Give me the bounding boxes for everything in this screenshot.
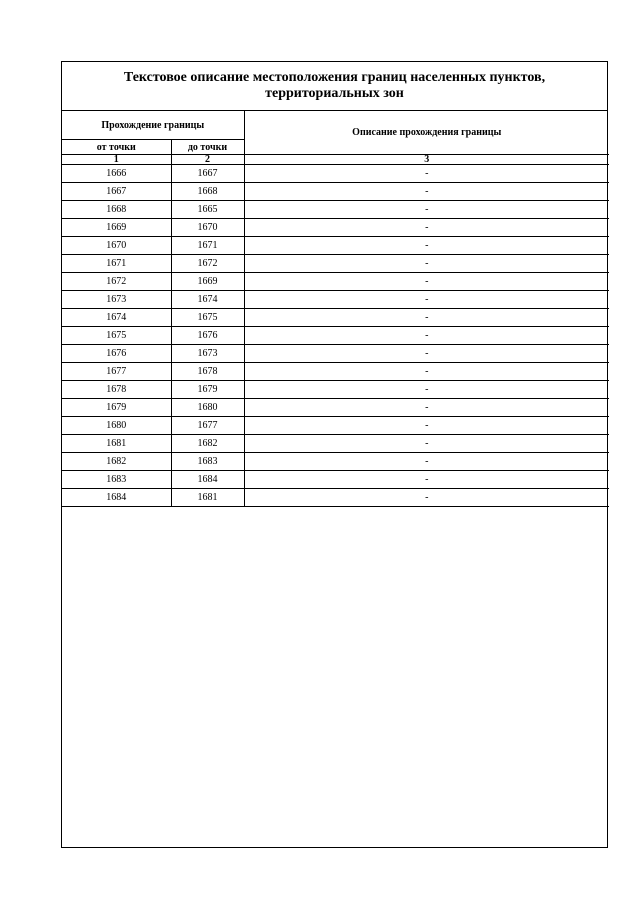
title-line-1: Текстовое описание местоположения границ населенных пунктов,: [123, 70, 546, 85]
table-row: [62, 435, 609, 453]
cell-to-point: 1672: [171, 255, 244, 273]
cell-to-point: 1680: [171, 399, 244, 417]
cell-to-point: 1668: [171, 183, 244, 201]
cell-to-point: 1673: [171, 345, 244, 363]
table-row: [62, 255, 609, 273]
cell-description: -: [244, 417, 609, 435]
cell-from-point: 1679: [62, 399, 171, 417]
table-row: [62, 417, 609, 435]
cell-description: -: [244, 309, 609, 327]
cell-to-point: 1665: [171, 201, 244, 219]
table-row: [62, 489, 609, 507]
cell-from-point: 1666: [62, 165, 171, 183]
cell-description: -: [244, 327, 609, 345]
cell-description: -: [244, 381, 609, 399]
document-frame: [61, 61, 608, 848]
table-row: [62, 219, 609, 237]
cell-description: -: [244, 183, 609, 201]
table-row: [62, 291, 609, 309]
cell-description: -: [244, 435, 609, 453]
cell-from-point: 1669: [62, 219, 171, 237]
cell-from-point: 1682: [62, 453, 171, 471]
column-number-1: 1: [62, 155, 171, 165]
cell-to-point: 1684: [171, 471, 244, 489]
cell-description: -: [244, 363, 609, 381]
cell-from-point: 1668: [62, 201, 171, 219]
cell-to-point: 1674: [171, 291, 244, 309]
column-number-3: 3: [244, 155, 609, 165]
table-row: [62, 453, 609, 471]
cell-to-point: 1678: [171, 363, 244, 381]
cell-to-point: 1681: [171, 489, 244, 507]
column-number-2: 2: [171, 155, 244, 165]
cell-to-point: 1682: [171, 435, 244, 453]
cell-from-point: 1667: [62, 183, 171, 201]
cell-from-point: 1672: [62, 273, 171, 291]
cell-from-point: 1683: [62, 471, 171, 489]
cell-description: -: [244, 201, 609, 219]
cell-description: -: [244, 489, 609, 507]
cell-description: -: [244, 255, 609, 273]
cell-from-point: 1678: [62, 381, 171, 399]
table-body: [62, 165, 609, 507]
cell-from-point: 1677: [62, 363, 171, 381]
table-row: [62, 399, 609, 417]
cell-description: -: [244, 291, 609, 309]
cell-from-point: 1674: [62, 309, 171, 327]
table-row: [62, 327, 609, 345]
cell-from-point: 1675: [62, 327, 171, 345]
cell-to-point: 1667: [171, 165, 244, 183]
table-row: [62, 273, 609, 291]
cell-from-point: 1671: [62, 255, 171, 273]
header-boundary-passage: Прохождение границы: [62, 111, 244, 140]
table-row: [62, 237, 609, 255]
cell-to-point: 1679: [171, 381, 244, 399]
cell-to-point: 1676: [171, 327, 244, 345]
table-row: [62, 381, 609, 399]
table-row: [62, 309, 609, 327]
title-line-2: территориальных зон: [265, 86, 404, 101]
cell-description: -: [244, 345, 609, 363]
cell-to-point: 1670: [171, 219, 244, 237]
cell-description: -: [244, 219, 609, 237]
header-to-point: до точки: [171, 140, 244, 155]
cell-to-point: 1683: [171, 453, 244, 471]
cell-to-point: 1669: [171, 273, 244, 291]
document-title: [62, 62, 607, 111]
table-row: [62, 363, 609, 381]
cell-from-point: 1676: [62, 345, 171, 363]
cell-from-point: 1673: [62, 291, 171, 309]
cell-from-point: 1680: [62, 417, 171, 435]
table-row: [62, 165, 609, 183]
cell-description: -: [244, 273, 609, 291]
cell-to-point: 1675: [171, 309, 244, 327]
table-row: [62, 471, 609, 489]
cell-description: -: [244, 471, 609, 489]
cell-description: -: [244, 453, 609, 471]
cell-from-point: 1681: [62, 435, 171, 453]
cell-description: -: [244, 399, 609, 417]
table-row: [62, 201, 609, 219]
cell-to-point: 1677: [171, 417, 244, 435]
header-from-point: от точки: [62, 140, 171, 155]
cell-description: -: [244, 237, 609, 255]
cell-description: -: [244, 165, 609, 183]
table-row: [62, 345, 609, 363]
boundary-table: [62, 111, 609, 507]
cell-from-point: 1670: [62, 237, 171, 255]
header-description: Описание прохождения границы: [244, 111, 609, 155]
cell-from-point: 1684: [62, 489, 171, 507]
table-row: [62, 183, 609, 201]
cell-to-point: 1671: [171, 237, 244, 255]
